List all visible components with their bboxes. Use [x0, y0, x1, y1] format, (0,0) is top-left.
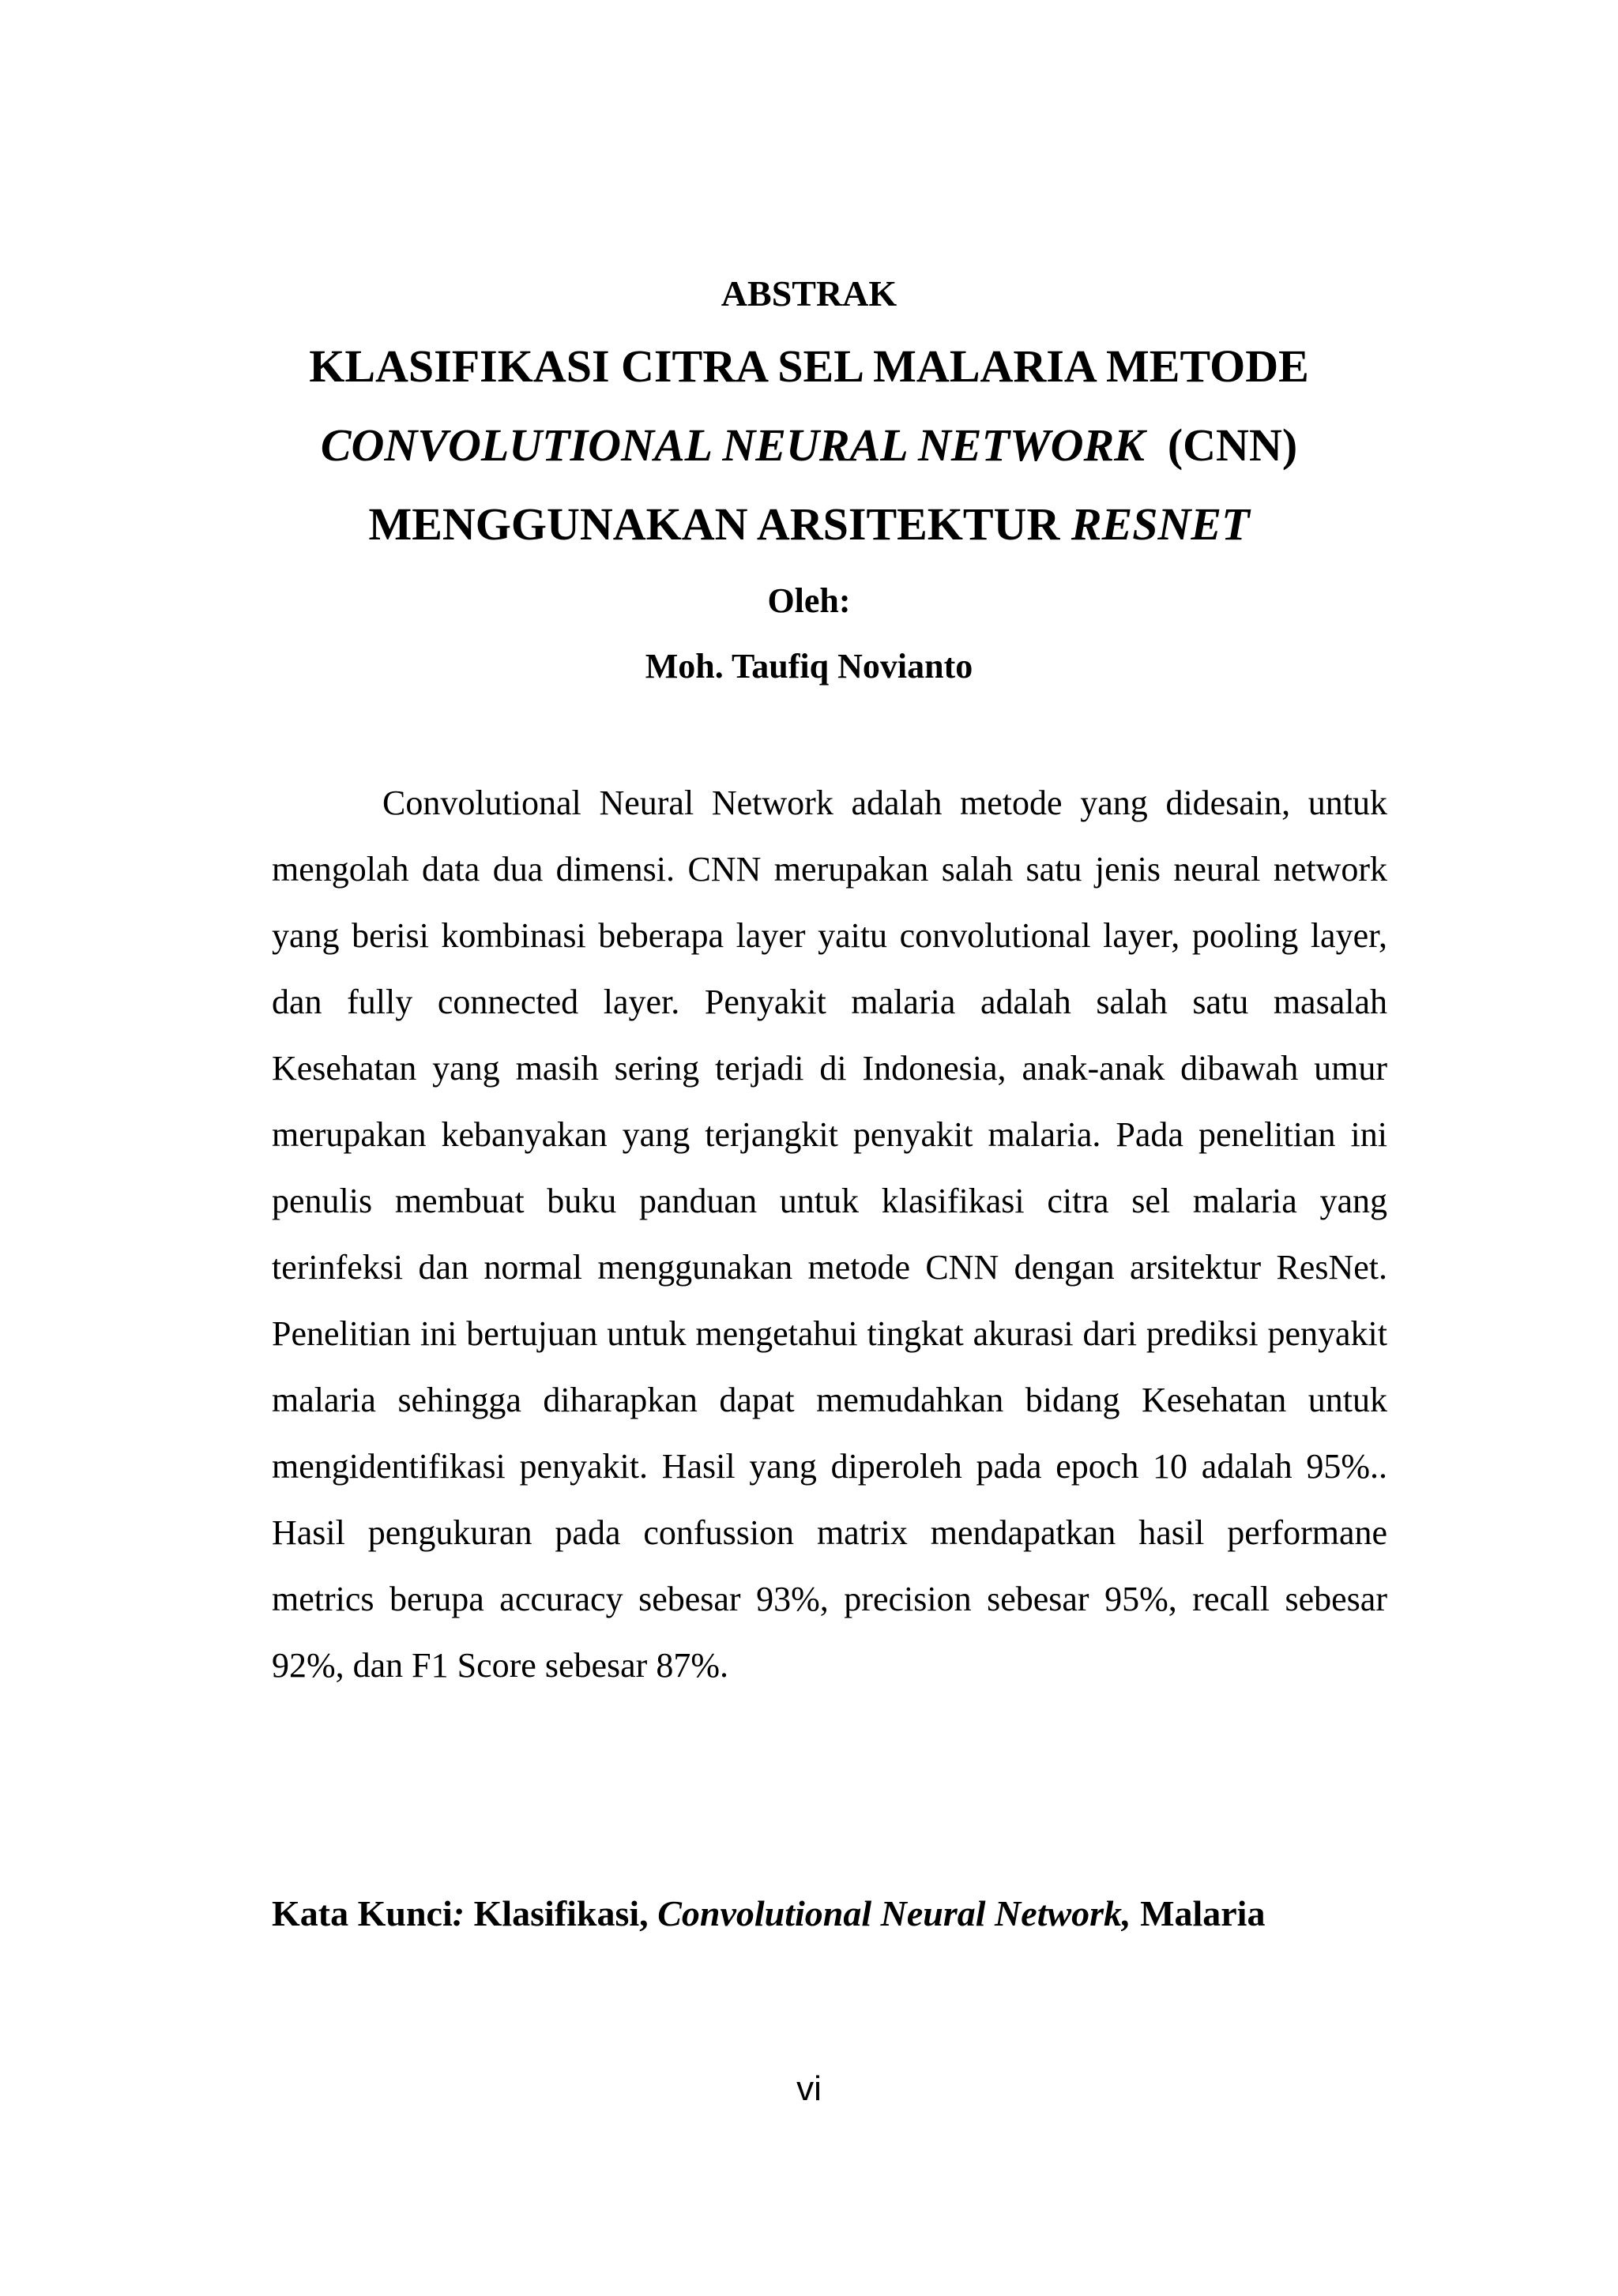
abstract-body [272, 770, 1387, 1699]
title-line-3-italic: RESNET [1071, 498, 1250, 550]
title-line-2-italic: CONVOLUTIONAL NEURAL NETWORK [320, 419, 1145, 471]
keyword-1: Klasifikasi, [473, 1893, 649, 1933]
page-number: vi [796, 2069, 822, 2108]
title-line-1-text: KLASIFIKASI CITRA SEL MALARIA METODE [309, 340, 1309, 392]
title-line-3-plain: MENGGUNAKAN ARSITEKTUR [368, 498, 1060, 550]
keywords-label: Kata Kunci [272, 1893, 453, 1933]
section-label: ABSTRAK [721, 273, 897, 314]
keyword-2: Convolutional Neural Network, [657, 1893, 1131, 1933]
title-line-2-rest: (CNN) [1167, 419, 1298, 471]
keywords-line [272, 1892, 1265, 1934]
title-line-3 [0, 498, 1618, 551]
author-name: Moh. Taufiq Novianto [645, 647, 973, 686]
keywords-separator: : [452, 1893, 465, 1933]
byline-label: Oleh: [767, 581, 851, 620]
title-line-2 [0, 419, 1618, 472]
title-line-1 [0, 340, 1618, 393]
abstract-paragraph: Convolutional Neural Network adalah metode yang didesain, untuk mengolah data dua dimensi. CNN merupakan salah satu jenis neural network yang berisi kombinasi beberapa layer yaitu convolutional layer, pooling layer, dan fully connected layer. Penyakit malaria adalah salah satu masalah Kesehatan yang masih sering terjadi di Indonesia, anak-anak dibawah umur merupakan kebanyakan yang terjangkit penyakit malaria. Pada penelitian ini penulis membuat buku panduan untuk klasifikasi citra sel malaria yang terinfeksi dan normal menggunakan metode CNN dengan arsitektur ResNet. Penelitian ini bertujuan untuk mengetahui tingkat akurasi dari prediksi penyakit malaria sehingga diharapkan dapat memudahkan bidang Kesehatan untuk mengidentifikasi penyakit. Hasil yang diperoleh pada epoch 10 adalah 95%.. Hasil pengukuran pada confussion matrix mendapatkan hasil performane metrics berupa accuracy sebesar 93%, precision sebesar 95%, recall sebesar 92%, dan F1 Score sebesar 87%. [272, 783, 1387, 1685]
keyword-3: Malaria [1140, 1893, 1266, 1933]
